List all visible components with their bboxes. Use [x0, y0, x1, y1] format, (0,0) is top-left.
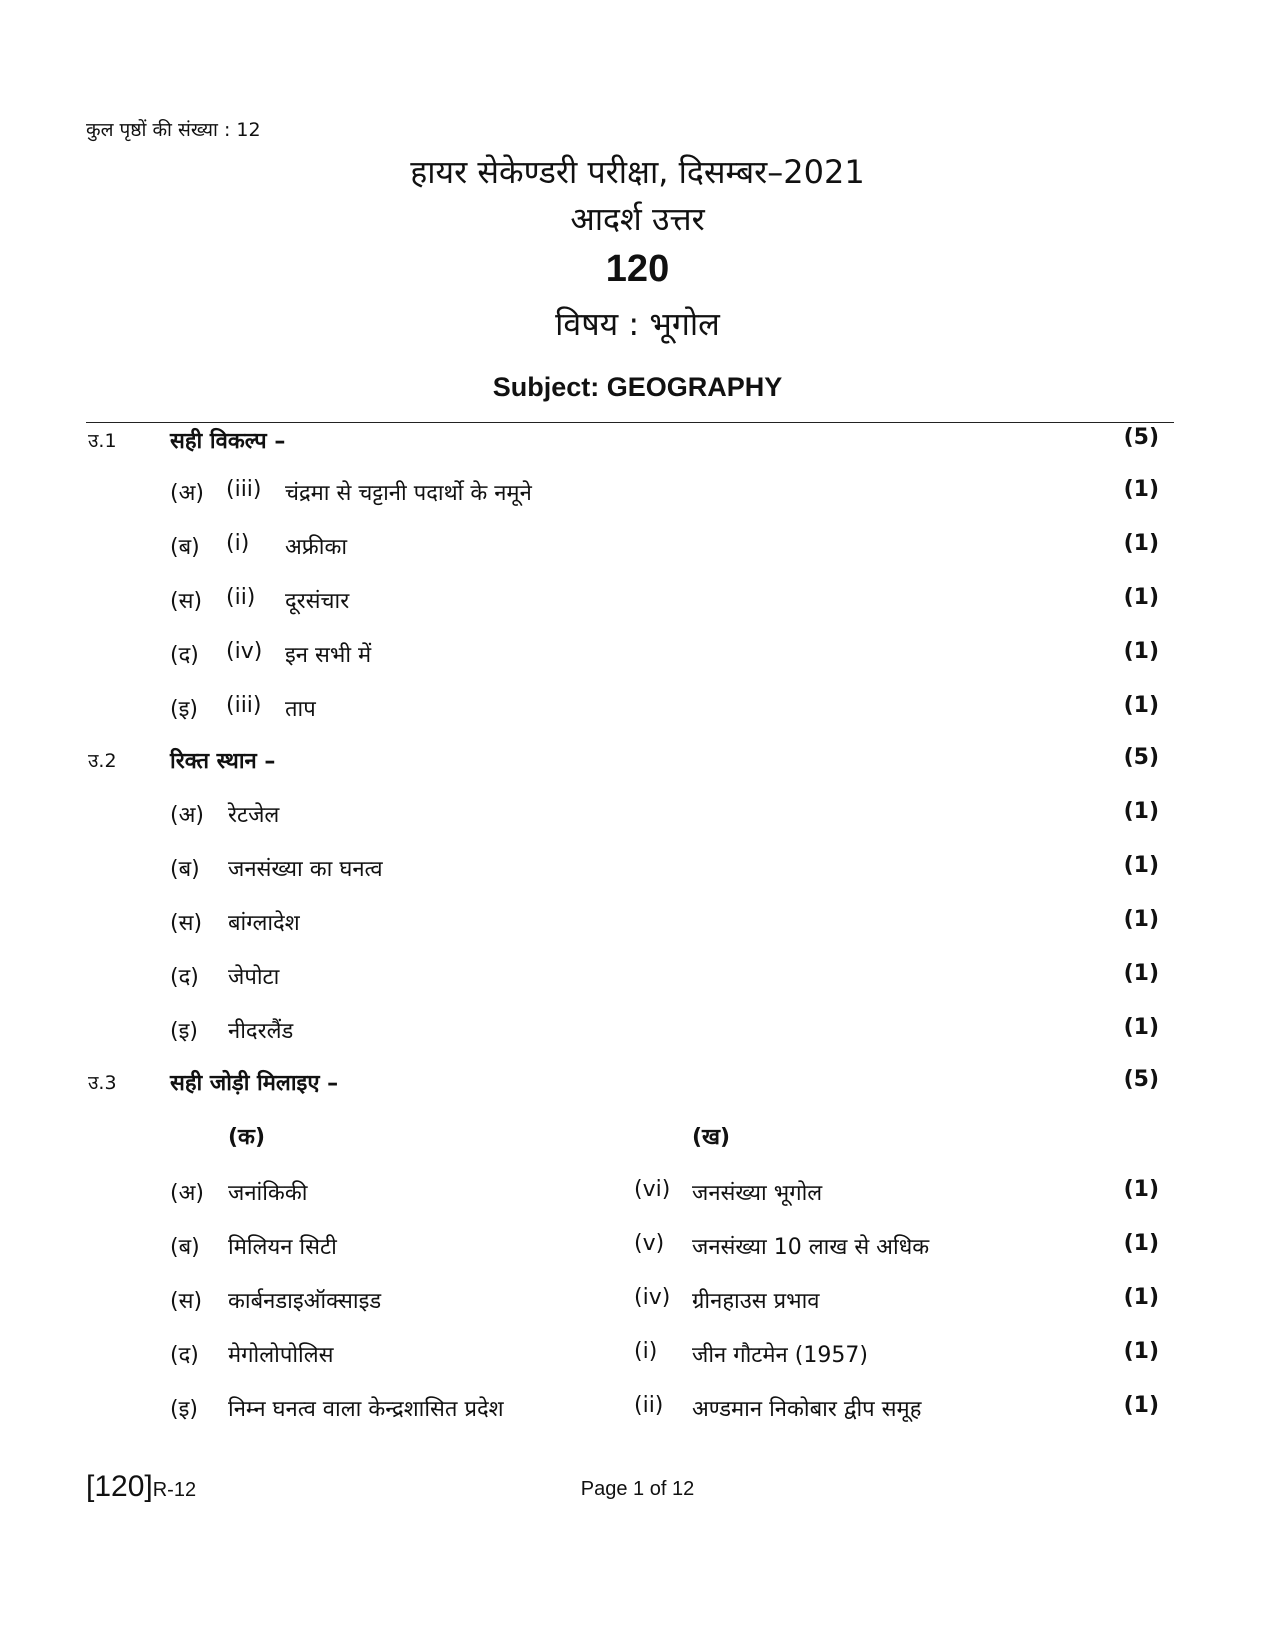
- item-option: (ii): [226, 585, 256, 610]
- item-answer: जनसंख्या का घनत्व: [228, 857, 383, 882]
- item-marks: (1): [1123, 1339, 1159, 1364]
- item-label: (अ): [170, 803, 204, 828]
- item-right: जनसंख्या 10 लाख से अधिक: [692, 1235, 930, 1260]
- question-marks: (5): [1123, 1067, 1159, 1092]
- item-label: (स): [170, 911, 203, 936]
- item-marks: (1): [1123, 531, 1159, 556]
- item-marks: (1): [1123, 585, 1159, 610]
- item-marks: (1): [1123, 1015, 1159, 1040]
- item-label: (ब): [170, 857, 200, 882]
- item-answer: रेटजेल: [228, 803, 280, 828]
- item-answer: चंद्रमा से चट्टानी पदार्थो के नमूने: [285, 481, 532, 506]
- item-option: (iv): [634, 1285, 671, 1310]
- item-marks: (1): [1123, 1177, 1159, 1202]
- item-answer: इन सभी में: [285, 643, 372, 668]
- item-marks: (1): [1123, 853, 1159, 878]
- footer-code-main: [120]: [86, 1470, 153, 1503]
- item-option: (iii): [226, 477, 262, 502]
- item-left: जनांकिकी: [228, 1181, 308, 1206]
- item-answer: ताप: [285, 697, 316, 722]
- item-label: (द): [170, 643, 199, 668]
- item-marks: (1): [1123, 961, 1159, 986]
- item-marks: (1): [1123, 477, 1159, 502]
- item-option: (vi): [634, 1177, 671, 1202]
- item-marks: (1): [1123, 693, 1159, 718]
- item-left: मेगोलोपोलिस: [228, 1343, 334, 1368]
- item-left: कार्बनडाइऑक्साइड: [228, 1289, 382, 1314]
- paper-code: 120: [605, 248, 670, 290]
- total-pages-note: कुल पृष्ठों की संख्या : 12: [86, 119, 261, 141]
- item-marks: (1): [1123, 1231, 1159, 1256]
- item-right: ग्रीनहाउस प्रभाव: [692, 1289, 820, 1314]
- item-answer: जेपोटा: [228, 965, 280, 990]
- item-label: (अ): [170, 481, 204, 506]
- item-label: (द): [170, 1343, 199, 1368]
- item-left: निम्न घनत्व वाला केन्द्रशासित प्रदेश: [228, 1397, 504, 1422]
- item-marks: (1): [1123, 799, 1159, 824]
- item-option: (iv): [226, 639, 263, 664]
- item-left: मिलियन सिटी: [228, 1235, 337, 1260]
- item-option: (i): [634, 1339, 658, 1364]
- item-marks: (1): [1123, 1393, 1159, 1418]
- item-right: जनसंख्या भूगोल: [692, 1181, 823, 1206]
- item-label: (ब): [170, 1235, 200, 1260]
- subject-hindi: विषय : भूगोल: [555, 305, 720, 343]
- question-marks: (5): [1123, 425, 1159, 450]
- item-option: (i): [226, 531, 250, 556]
- item-marks: (1): [1123, 907, 1159, 932]
- item-answer: बांग्लादेश: [228, 911, 300, 936]
- item-label: (स): [170, 589, 203, 614]
- item-label: (द): [170, 965, 199, 990]
- footer-code-sub: R-12: [152, 1479, 197, 1501]
- item-marks: (1): [1123, 639, 1159, 664]
- item-option: (iii): [226, 693, 262, 718]
- item-label: (इ): [170, 1397, 198, 1422]
- item-marks: (1): [1123, 1285, 1159, 1310]
- item-label: (इ): [170, 697, 198, 722]
- item-answer: दूरसंचार: [285, 589, 350, 614]
- item-right: अण्डमान निकोबार द्वीप समूह: [692, 1397, 922, 1422]
- item-label: (अ): [170, 1181, 204, 1206]
- question-title: सही जोड़ी मिलाइए –: [170, 1071, 339, 1096]
- subtitle: आदर्श उत्तर: [570, 200, 705, 238]
- exam-title: हायर सेकेण्डरी परीक्षा, दिसम्बर–2021: [410, 153, 865, 191]
- question-title: सही विकल्प –: [170, 429, 286, 454]
- subject-english: Subject: GEOGRAPHY: [492, 372, 783, 402]
- header-divider: [86, 422, 1174, 423]
- column-a-heading: (क): [228, 1125, 266, 1150]
- item-label: (इ): [170, 1019, 198, 1044]
- item-label: (स): [170, 1289, 203, 1314]
- item-right: जीन गौटमेन (1957): [692, 1343, 868, 1368]
- item-answer: अफ्रीका: [285, 535, 348, 560]
- question-number: उ.1: [88, 430, 117, 452]
- item-option: (v): [634, 1231, 665, 1256]
- item-label: (ब): [170, 535, 200, 560]
- column-b-heading: (ख): [692, 1125, 731, 1150]
- item-option: (ii): [634, 1393, 664, 1418]
- question-title: रिक्त स्थान –: [170, 749, 276, 774]
- question-number: उ.2: [88, 750, 117, 772]
- question-number: उ.3: [88, 1072, 117, 1094]
- page-number: Page 1 of 12: [580, 1478, 695, 1500]
- question-marks: (5): [1123, 745, 1159, 770]
- item-answer: नीदरलैंड: [228, 1019, 294, 1044]
